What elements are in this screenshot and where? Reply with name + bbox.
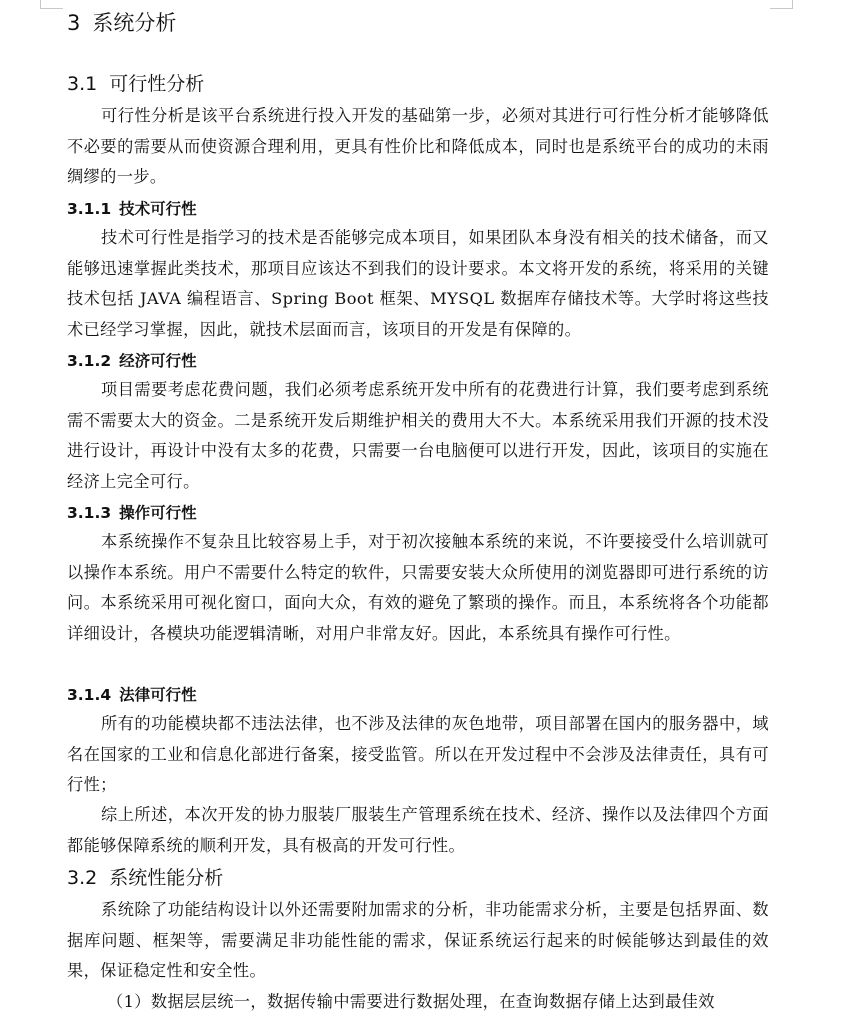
- section-number: 3.1.2: [67, 352, 112, 370]
- section-number: 3.1.4: [67, 686, 112, 704]
- list-item-1: （1）数据层层统一，数据传输中需要进行数据处理，在查询数据存储上达到最佳效: [107, 992, 715, 1011]
- section-heading-3-1-1: [67, 197, 197, 221]
- section-number: 3.1: [67, 73, 98, 95]
- section-title: 法律可行性: [119, 686, 197, 704]
- section-heading-3-1-4: [67, 683, 197, 707]
- paragraph-3-1-1: 技术可行性是指学习的技术是否能够完成本项目，如果团队本身没有相关的技术储备，而又能够迅速掌握此类技术，那项目应该达不到我们的设计要求。本文将开发的系统，将采用的关键技术包括 JAVA 编程语言、Spring Boot 框架、MYSQL 数据库存储技术等。大学时将这些技术已经学习掌握，因此，就技术层面而言，该项目的开发是有保障的。: [67, 228, 769, 339]
- section-heading-3-1: [67, 70, 204, 98]
- crop-mark-left: [40, 0, 63, 9]
- crop-mark-right: [770, 0, 793, 9]
- paragraph-3-2-intro: 系统除了功能结构设计以外还需要附加需求的分析，非功能需求分析，主要是包括界面、数据库问题、框架等，需要满足非功能性能的需求，保证系统运行起来的时候能够达到最佳的效果，保证稳定性和安全性。: [67, 900, 769, 980]
- section-title: 经济可行性: [119, 352, 197, 370]
- section-heading-3-2: [67, 864, 223, 892]
- section-heading-3-1-2: [67, 349, 197, 373]
- paragraph-3-1-2: 项目需要考虑花费问题，我们必须考虑系统开发中所有的花费进行计算，我们要考虑到系统需不需要太大的资金。二是系统开发后期维护相关的费用大不大。本系统采用我们开源的技术没进行设计，再设计中没有太多的花费，只需要一台电脑便可以进行开发，因此，该项目的实施在经济上完全可行。: [67, 380, 769, 491]
- section-title: 技术可行性: [119, 200, 197, 218]
- chapter-title: 系统分析: [92, 11, 177, 35]
- paragraph-3-1-3: 本系统操作不复杂且比较容易上手，对于初次接触本系统的来说，不许要接受什么培训就可以操作本系统。用户不需要什么特定的软件，只需要安装大众所使用的浏览器即可进行系统的访问。本系统采用可视化窗口，面向大众，有效的避免了繁琐的操作。而且，本系统将各个功能都详细设计，各模块功能逻辑清晰，对用户非常友好。因此，本系统具有操作可行性。: [67, 532, 769, 643]
- paragraph-summary: 综上所述，本次开发的协力服装厂服装生产管理系统在技术、经济、操作以及法律四个方面都能够保障系统的顺利开发，具有极高的开发可行性。: [67, 805, 769, 855]
- section-title: 系统性能分析: [109, 867, 224, 889]
- paragraph-3-1-intro: 可行性分析是该平台系统进行投入开发的基础第一步，必须对其进行可行性分析才能够降低不必要的需要从而使资源合理利用，更具有性价比和降低成本，同时也是系统平台的成功的未雨绸缪的一步。: [67, 106, 769, 186]
- paragraph-3-1-4: 所有的功能模块都不违法法律，也不涉及法律的灰色地带，项目部署在国内的服务器中，域名在国家的工业和信息化部进行备案，接受监管。所以在开发过程中不会涉及法律责任，具有可行性；: [67, 714, 769, 794]
- chapter-heading: [67, 8, 176, 38]
- section-heading-3-1-3: [67, 501, 197, 525]
- section-number: 3.1.1: [67, 200, 112, 218]
- chapter-number: 3: [67, 11, 81, 35]
- section-number: 3.2: [67, 867, 98, 889]
- section-title: 操作可行性: [119, 504, 197, 522]
- section-number: 3.1.3: [67, 504, 112, 522]
- section-title: 可行性分析: [109, 73, 205, 95]
